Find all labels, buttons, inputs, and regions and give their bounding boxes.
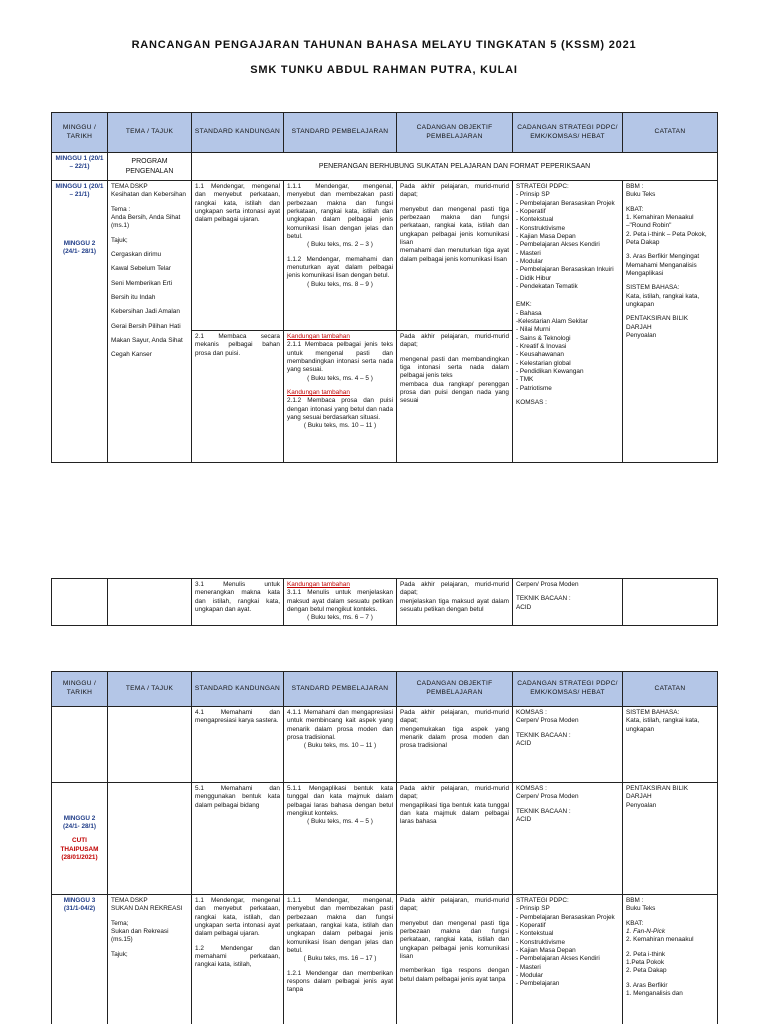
minggu-2: MINGGU 2 (24/1- 28/1): [62, 814, 97, 830]
strategi-item: - Konstruktivisme: [516, 224, 566, 232]
sp-ref: ( Buku teks, ms. 10 – 11 ): [303, 422, 377, 430]
kbat-item: 2. Peta i-think – Peta Pokok, Peta Dakap: [626, 230, 707, 246]
standard-kandungan-cell: 1.1 Mendengar, mengenal dan menyebut perkataan, rangkai kata, istilah dan ungkapan serta intonasi ayat dalam pelbagai ujaran.: [192, 181, 284, 331]
standard-pembelajaran-cell: [284, 579, 397, 626]
table-row: [52, 783, 718, 895]
plan-table-2: [51, 578, 718, 626]
emk-item: - Pendidikan Kewangan: [516, 367, 584, 375]
standard-kandungan-cell: [192, 895, 284, 1024]
objektif-cell: [397, 331, 513, 463]
header-strategi: CADANGAN STRATEGI PDPC/ EMK/KOMSAS/ HEBAT: [513, 672, 623, 707]
kbat-title: KBAT:: [626, 205, 644, 213]
teknik-label: TEKNIK BACAAN :: [516, 807, 571, 815]
standard-pembelajaran-cell: [284, 331, 397, 463]
strategi-item: - Pembelajaran: [516, 980, 560, 988]
objektif-cell: [397, 707, 513, 783]
header-standard-kandungan: STANDARD KANDUNGAN: [192, 672, 284, 707]
header-strategi: CADANGAN STRATEGI PDPC/ EMK/KOMSAS/ HEBAT: [513, 113, 623, 153]
tema-line: Tajuk;: [111, 236, 128, 244]
tema-line: Sukan dan Rekreasi (ms.15): [111, 927, 169, 944]
objektif-item: membaca dua rangkap/ perenggan prosa dan puisi dengan nada yang sesuai: [400, 380, 509, 405]
strategi-item: - Modular: [516, 257, 543, 265]
tema-cell: [108, 181, 192, 463]
cuti-thaipusam: CUTI THAIPUSAM (28/01/2021): [60, 837, 99, 861]
kbat-item: 1. Menganalisis dan: [626, 989, 683, 997]
kbat-item: 2. Peta Dakap: [626, 967, 667, 975]
catatan-cell: [623, 707, 718, 783]
sistem-bahasa-title: SISTEM BAHASA:: [626, 709, 680, 716]
objektif-item: menyebut dan mengenal pasti tiga perbezaan makna dan fungsi perkataan, rangkai kata, istilah dan ungkapan pelbagai jenis komunikasi lisan: [400, 919, 509, 960]
teknik-value: ACID: [516, 739, 532, 747]
sp-text: 1.1.1 Mendengar, mengenal, menyebut dan membezakan pasti perbezaan makna dan fungsi perkataan, rangkai kata, istilah dan ungkapan dalam pelbagai jenis komunikasi lisan dengan jelas dan betul.: [287, 897, 393, 954]
sistem-bahasa-title: SISTEM BAHASA:: [626, 284, 680, 292]
tema-line: Kawal Sebelum Telar: [111, 265, 171, 273]
sp-text: 4.1.1 Memahami dan mengapresiasi untuk membincang kait aspek yang menarik dalam prosa moden dan prosa tradisional.: [287, 709, 393, 741]
header-tema: TEMA / TAJUK: [108, 113, 192, 153]
objektif-intro: Pada akhir pelajaran, murid-murid dapat;: [400, 897, 509, 913]
standard-pembelajaran-cell: [284, 783, 397, 895]
objektif-item: memberikan tiga respons dengan betul dalam pelbagai jenis ayat tanpa: [400, 967, 509, 983]
strategi-item: - Masteri: [516, 249, 541, 257]
minggu-1: MINGGU 1 (20/1 – 21/1): [55, 183, 104, 199]
bbm-title: BBM :: [626, 183, 644, 190]
emk-item: - Patriotisme: [516, 384, 552, 392]
strategi-value: Cerpen/ Prosa Moden: [516, 717, 579, 725]
document-title: RANCANGAN PENGAJARAN TAHUNAN BAHASA MELAYU TINGKATAN 5 (KSSM) 2021: [131, 39, 637, 51]
strategi-item: - Pembelajaran Berasaskan Inkuiri: [516, 266, 614, 274]
header-tema: TEMA / TAJUK: [108, 672, 192, 707]
table-row: [52, 579, 718, 626]
plan-table-1: [51, 112, 718, 463]
pbd-value: Penyoalan: [626, 801, 657, 809]
objektif-intro: Pada akhir pelajaran, murid-murid dapat;: [400, 183, 509, 199]
teknik-label: TEKNIK BACAAN :: [516, 595, 571, 603]
bbm-value: Buku Teks: [626, 191, 656, 199]
strategi-cell: [513, 579, 623, 626]
objektif-cell: [397, 579, 513, 626]
komsas-label: KOMSAS :: [516, 785, 547, 792]
komsas-label: KOMSAS :: [516, 398, 547, 406]
minggu-cell: [52, 783, 108, 895]
strategi-cell: [513, 181, 623, 463]
kbat-item: 2. Kemahiran menaakul: [626, 936, 694, 944]
sp-text: 1.1.1 Mendengar, mengenal, menyebut dan membezakan pasti perbezaan makna dan fungsi perkataan, rangkai kata, istilah dan ungkapan dalam pelbagai jenis komunikasi lisan dengan jelas dan betul.: [287, 183, 393, 240]
strategi-value: Cerpen/ Prosa Moden: [516, 581, 579, 588]
header-standard-pembelajaran: STANDARD PEMBELAJARAN: [284, 113, 397, 153]
tema-line: TEMA DSKP: [111, 183, 148, 190]
table-row: [52, 895, 718, 1024]
objektif-intro: Pada akhir pelajaran, murid-murid dapat;: [400, 785, 509, 801]
sp-ref: ( Buku teks, ms. 2 – 3 ): [307, 241, 373, 249]
strategi-value: Cerpen/ Prosa Moden: [516, 793, 579, 801]
strategi-title: STRATEGI PDPC:: [516, 897, 569, 904]
strategi-item: - Pembelajaran Berasaskan Projek: [516, 913, 615, 921]
emk-item: - Keusahawanan: [516, 351, 564, 359]
tema-cell: [108, 895, 192, 1024]
kbat-item: 2. Peta i-think: [626, 950, 666, 958]
objektif-item: menjelaskan tiga maksud ayat dalam sesuatu petikan dengan betul: [400, 597, 509, 613]
bbm-title: BBM :: [626, 897, 644, 904]
strategi-cell: [513, 783, 623, 895]
sistem-bahasa-value: Kata, istilah, rangkai kata, ungkapan: [626, 292, 700, 308]
strategi-item: - Prinsip SP: [516, 905, 550, 913]
objektif-cell: [397, 181, 513, 331]
tema-line: Tajuk;: [111, 950, 128, 958]
emk-item: - Sains & Teknologi: [516, 334, 571, 342]
kbat-item: 1. Fan-N-Pick: [626, 927, 666, 935]
strategi-item: - Didik Hibur: [516, 274, 552, 282]
objektif-intro: Pada akhir pelajaran, murid-murid dapat;: [400, 333, 509, 349]
sp-ref: ( Buku teks, ms. 4 – 5 ): [307, 818, 373, 826]
emk-item: - Nilai Murni: [516, 326, 551, 334]
kbat-item: 1.Peta Pokok: [626, 958, 665, 966]
tema-line: SUKAN DAN REKREASI: [111, 905, 183, 913]
teknik-value: ACID: [516, 603, 532, 611]
objektif-item: mengemukakan tiga aspek yang menarik dalam prosa moden dan prosa tradisional: [400, 725, 509, 750]
strategi-item: - Kajian Masa Depan: [516, 232, 576, 240]
tema-line: Cergaskan dirimu: [111, 250, 162, 258]
table-row: [52, 153, 718, 181]
sp-ref: ( Buku teks, ms. 4 – 5 ): [307, 374, 373, 382]
tema-cell: PROGRAM PENGENALAN: [108, 153, 192, 181]
school-name: SMK TUNKU ABDUL RAHMAN PUTRA, KULAI: [250, 64, 518, 76]
sk-text: 1.1 Mendengar, mengenal dan menyebut perkataan, rangkai kata, istilah, dan ungkapan serta intonasi ayat dalam pelbagai ujaran.: [195, 897, 280, 938]
minggu-cell: [52, 579, 108, 626]
kbat-item: 3. Aras Berfikir: [626, 981, 668, 989]
tema-line: TEMA DSKP: [111, 897, 148, 904]
objektif-item: mengaplikasi tiga bentuk kata tunggal dan kata majmuk dalam pelbagai laras bahasa: [400, 801, 509, 826]
strategi-item: - Konstruktivisme: [516, 938, 566, 946]
header-standard-pembelajaran: STANDARD PEMBELAJARAN: [284, 672, 397, 707]
catatan-cell: [623, 579, 718, 626]
strategi-item: - Pembelajaran Berasaskan Projek: [516, 199, 615, 207]
kandungan-tambahan-label: Kandungan tambahan: [287, 333, 350, 340]
emk-item: -Kelestarian Alam Sekitar: [516, 317, 588, 325]
objektif-item: memahami dan menuturkan tiga ayat dalam pelbagai jenis komunikasi lisan: [400, 247, 509, 263]
emk-item: - TMK: [516, 376, 534, 384]
teknik-value: ACID: [516, 815, 532, 823]
sp-text: 2.1.1 Membaca pelbagai jenis teks untuk mengenal pasti dan membandingkan intonasi serta nada yang sesuai.: [287, 341, 393, 374]
sk-text: 1.2 Mendengar dan memahami perkataan, rangkai kata, istilah,: [195, 944, 280, 969]
sp-ref: ( Buku teks, ms. 8 – 9 ): [307, 280, 373, 288]
minggu-2: MINGGU 2 (24/1- 28/1): [62, 239, 97, 255]
strategi-cell: [513, 707, 623, 783]
tema-line: Gerai Bersih Pilihan Hati: [111, 322, 181, 330]
sp-text: 1.2.1 Mendengar dan memberikan respons dalam pelbagai jenis ayat tanpa: [287, 969, 393, 994]
standard-pembelajaran-cell: [284, 895, 397, 1024]
header-objektif: CADANGAN OBJEKTIF PEMBELAJARAN: [397, 672, 513, 707]
minggu-cell: MINGGU 3 (31/1-04/2): [52, 895, 108, 1024]
header-minggu: MINGGU / TARIKH: [52, 113, 108, 153]
objektif-intro: Pada akhir pelajaran, murid-murid dapat;: [400, 709, 509, 725]
strategi-item: - Masteri: [516, 963, 541, 971]
sp-text: 3.1.1 Menulis untuk menjelaskan maksud ayat dalam sesuatu petikan dengan betul mengikut konteks.: [287, 589, 393, 613]
strategi-item: - Kajian Masa Depan: [516, 946, 576, 954]
emk-item: - Bahasa: [516, 309, 542, 317]
standard-pembelajaran-cell: [284, 707, 397, 783]
table-row: [52, 181, 718, 331]
pbd-title: PENTAKSIRAN BILIK DARJAH: [626, 315, 689, 331]
catatan-cell: [623, 783, 718, 895]
pbd-title: PENTAKSIRAN BILIK DARJAH: [626, 785, 689, 801]
sp-ref: ( Buku teks, ms. 6 – 7 ): [307, 614, 373, 622]
emk-item: - Kelestarian global: [516, 359, 571, 367]
tema-line: Kebersihan Jadi Amalan: [111, 308, 180, 316]
tema-cell: [108, 783, 192, 895]
kbat-title: KBAT:: [626, 919, 644, 927]
bbm-value: Buku Teks: [626, 905, 656, 913]
tema-cell: [108, 707, 192, 783]
header-standard-kandungan: STANDARD KANDUNGAN: [192, 113, 284, 153]
tema-line: Tema;: [111, 919, 129, 927]
table-header-row: [52, 113, 718, 153]
tema-line: Makan Sayur, Anda Sihat: [111, 336, 183, 344]
header-objektif: CADANGAN OBJEKTIF PEMBELAJARAN: [397, 113, 513, 153]
tema-line: Anda Bersih, Anda Sihat (ms.1): [111, 213, 181, 230]
objektif-cell: [397, 783, 513, 895]
catatan-cell: [623, 181, 718, 463]
pbd-value: Penyoalan: [626, 331, 657, 339]
table-header-row: [52, 672, 718, 707]
sp-text: 1.1.2 Mendengar, memahami dan menuturkan ayat dalam pelbagai jenis komunikasi lisan dengan betul.: [287, 255, 393, 280]
strategi-title: STRATEGI PDPC:: [516, 183, 569, 190]
sp-text: 2.1.2 Membaca prosa dan puisi dengan intonasi yang betul dan nada yang sesuai berdasarkan situasi.: [287, 397, 393, 421]
tema-line: Bersih itu Indah: [111, 293, 156, 301]
tema-line: Kesihatan dan Kebersihan: [111, 191, 186, 199]
plan-table-3: [51, 671, 718, 1024]
header-minggu: MINGGU / TARIKH: [52, 672, 108, 707]
minggu-cell: MINGGU 1 (20/1 – 22/1): [52, 153, 108, 181]
header-catatan: CATATAN: [623, 672, 718, 707]
objektif-item: menyebut dan mengenal pasti tiga perbezaan makna dan fungsi perkataan, rangkai kata, istilah dan ungkapan pelbagai jenis komunikasi lisan: [400, 205, 509, 246]
tema-cell: [108, 579, 192, 626]
teknik-label: TEKNIK BACAAN :: [516, 731, 571, 739]
standard-kandungan-cell: 3.1 Menulis untuk menerangkan makna kata dan istilah, rangkai kata, ungkapan dan ayat.: [192, 579, 284, 626]
strategi-item: - Modular: [516, 971, 543, 979]
strategi-item: - Prinsip SP: [516, 191, 550, 199]
objektif-item: mengenal pasti dan membandingkan tiga intonasi serta nada dalam pelbagai jenis teks: [400, 355, 509, 380]
standard-kandungan-cell: 5.1 Memahami dan menggunakan bentuk kata dalam pelbagai bidang: [192, 783, 284, 895]
header-catatan: CATATAN: [623, 113, 718, 153]
tema-line: Seni Memberikan Erti: [111, 279, 173, 287]
catatan-cell: [623, 895, 718, 1024]
kandungan-tambahan-label: Kandungan tambahan: [287, 581, 350, 588]
kbat-item: 1. Kemahiran Menaakul –"Round Robin": [626, 213, 694, 230]
standard-kandungan-cell: 2.1 Membaca secara mekanis pelbagai bahan prosa dan puisi.: [192, 331, 284, 463]
table-row: [52, 707, 718, 783]
strategi-item: - Kontekstual: [516, 930, 554, 938]
objektif-cell: [397, 895, 513, 1024]
minggu-cell: [52, 181, 108, 463]
strategi-item: - Pembelajaran Akses Kendiri: [516, 955, 600, 963]
emk-title: EMK:: [516, 301, 532, 309]
sp-ref: ( Buku teks, ms. 10 – 11 ): [303, 742, 377, 750]
strategi-item: - Koperatif: [516, 921, 546, 929]
strategi-item: - Pendekatan Tematik: [516, 282, 578, 290]
sp-ref: ( Buku teks, ms. 16 – 17 ): [303, 955, 377, 963]
emk-item: - Kreatif & Inovasi: [516, 342, 567, 350]
sp-text: 5.1.1 Mengaplikasi bentuk kata tunggal dan kata majmuk dalam pelbagai laras bahasa dengan betul mengikut konteks.: [287, 785, 393, 817]
sistem-bahasa-value: Kata, istilah, rangkai kata, ungkapan: [626, 717, 700, 733]
kbat-item: 3. Aras Berfikir Mengingat Memahami Menganalisis Mengaplikasi: [626, 253, 700, 277]
kandungan-tambahan-label: Kandungan tambahan: [287, 388, 350, 396]
standard-pembelajaran-cell: [284, 181, 397, 331]
standard-kandungan-cell: 4.1 Memahami dan mengapresiasi karya sastera.: [192, 707, 284, 783]
tema-line: Cegah Kanser: [111, 351, 152, 359]
penerangan-cell: PENERANGAN BERHUBUNG SUKATAN PELAJARAN DAN FORMAT PEPERIKSAAN: [192, 153, 718, 181]
komsas-label: KOMSAS :: [516, 709, 547, 716]
minggu-cell: [52, 707, 108, 783]
strategi-item: - Kontekstual: [516, 216, 554, 224]
objektif-intro: Pada akhir pelajaran, murid-murid dapat;: [400, 581, 509, 597]
tema-line: Tema :: [111, 205, 131, 213]
strategi-item: - Koperatif: [516, 207, 546, 215]
strategi-item: - Pembelajaran Akses Kendiri: [516, 241, 600, 249]
strategi-cell: [513, 895, 623, 1024]
